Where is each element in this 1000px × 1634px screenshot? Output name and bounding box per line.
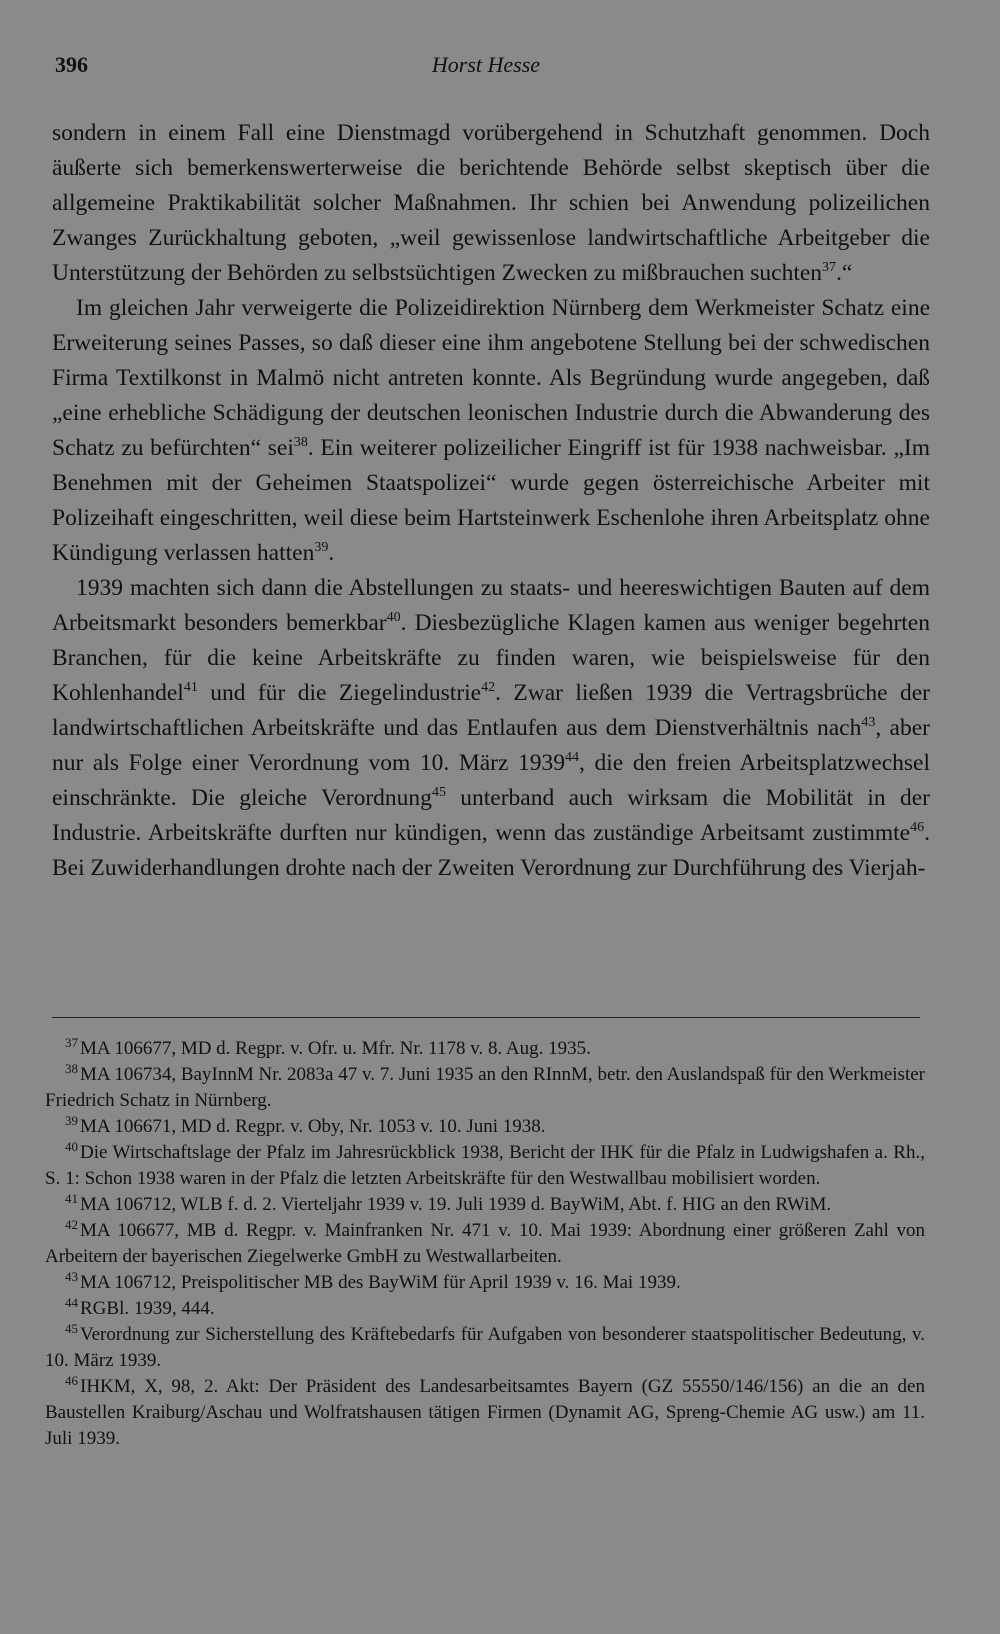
footnote-text: MA 106671, MD d. Regpr. v. Oby, Nr. 1053 v. 10. Juni 1938.	[80, 1116, 546, 1137]
footnote-reference[interactable]: 40	[386, 610, 401, 626]
footnote-number: 44	[65, 1294, 78, 1310]
text-segment: , aber nur als Folge einer Verordnung vom 10. März 1939	[52, 715, 930, 776]
text-segment: .“	[836, 260, 853, 286]
footnote-number: 40	[65, 1138, 78, 1154]
footnote-number: 45	[65, 1320, 78, 1336]
text-segment: .	[328, 540, 335, 566]
footnote-text: Verordnung zur Sicherstellung des Kräftebedarfs für Aufgaben von besonderer staatspolitischer Bedeutung, v. 10. März 1939.	[45, 1324, 925, 1371]
footnotes	[45, 1036, 925, 1452]
footnote-text: MA 106677, MB d. Regpr. v. Mainfranken Nr. 471 v. 10. Mai 1939: Abordnung einer größeren Zahl von Arbeitern der bayerischen Ziegelwerke GmbH zu Westwallarbeiten.	[45, 1220, 925, 1267]
running-title: Horst Hesse	[431, 52, 541, 77]
footnote-text: IHKM, X, 98, 2. Akt: Der Präsident des Landesarbeitsamtes Bayern (GZ 55550/146/156) an die an den Baustellen Kraiburg/Aschau und Wolfratshausen tätigen Firmen (Dynamit AG, Spreng-Chemie AG usw.) am 11. Juli 1939.	[45, 1376, 925, 1449]
page-number: 396	[55, 52, 88, 77]
footnote-reference[interactable]: 37	[822, 260, 837, 276]
body-text	[52, 116, 930, 886]
footnote-number: 46	[65, 1372, 78, 1388]
footnote	[45, 1296, 925, 1322]
footnote-number: 38	[65, 1060, 78, 1076]
text-segment: . Bei Zuwiderhandlungen drohte nach der Zweiten Verordnung zur Durchführung des Vierjah-	[52, 820, 930, 881]
body-paragraph	[52, 291, 930, 571]
running-head	[52, 46, 920, 82]
text-segment: sondern in einem Fall eine Dienstmagd vorübergehend in Schutzhaft genommen. Doch äußerte sich bemerkenswerterweise die berichtende Behörde selbst skeptisch über die allgemeine Praktikabilität solcher Maßnahmen. Ihr schien bei Anwendung polizeilichen Zwanges Zurückhaltung geboten, „weil gewissenlose landwirtschaftliche Arbeitgeber die Unterstützung der Behörden zu selbstsüchtigen Zwecken zu mißbrauchen suchten	[52, 120, 930, 286]
footnote-reference[interactable]: 39	[314, 540, 329, 556]
footnote	[45, 1114, 925, 1140]
text-segment: Im gleichen Jahr verweigerte die Polizeidirektion Nürnberg dem Werkmeister Schatz eine Erweiterung seines Passes, so daß dieser eine ihm angebotene Stellung bei der schwedischen Firma Textilkonst in Malmö nicht antreten konnte. Als Begründung wurde angegeben, daß „eine erhebliche Schädigung der deutschen leonischen Industrie durch die Abwanderung des Schatz zu befürchten“ sei	[52, 295, 930, 461]
footnote-text: Die Wirtschaftslage der Pfalz im Jahresrückblick 1938, Bericht der IHK für die Pfalz in Ludwigshafen a. Rh., S. 1: Schon 1938 waren in der Pfalz die letzten Arbeitskräfte für den Westwallbau mobilisiert worden.	[45, 1142, 925, 1189]
footnote-number: 37	[65, 1034, 78, 1050]
text-segment: . Diesbezügliche Klagen kamen aus weniger begehrten Branchen, für die keine Arbeitskräfte zu finden waren, wie beispielsweise für den Kohlenhandel	[52, 610, 930, 706]
footnote-number: 42	[65, 1216, 78, 1232]
body-paragraph	[52, 116, 930, 291]
footnote-separator	[52, 1017, 920, 1018]
footnote	[45, 1140, 925, 1192]
footnote-reference[interactable]: 46	[910, 820, 925, 836]
footnote	[45, 1322, 925, 1374]
footnote-text: MA 106734, BayInnM Nr. 2083a 47 v. 7. Juni 1935 an den RInnM, betr. den Auslandspaß für den Werkmeister Friedrich Schatz in Nürnberg.	[45, 1064, 925, 1111]
footnote-text: RGBl. 1939, 444.	[80, 1298, 215, 1319]
footnote-reference[interactable]: 42	[481, 680, 496, 696]
text-segment: . Ein weiterer polizeilicher Eingriff ist für 1938 nachweisbar. „Im Benehmen mit der Geheimen Staatspolizei“ wurde gegen österreichische Arbeiter mit Polizeihaft eingeschritten, weil diese beim Hartsteinwerk Eschenlohe ihren Arbeitsplatz ohne Kündigung verlassen hatten	[52, 435, 930, 566]
text-segment: . Zwar ließen 1939 die Vertragsbrüche der landwirtschaftlichen Arbeitskräfte und das Entlaufen aus dem Dienstverhältnis nach	[52, 680, 930, 741]
text-segment: , die den freien Arbeitsplatzwechsel einschränkte. Die gleiche Verordnung	[52, 750, 930, 811]
footnote-text: MA 106712, WLB f. d. 2. Vierteljahr 1939 v. 19. Juli 1939 d. BayWiM, Abt. f. HIG an den RWiM.	[80, 1194, 832, 1215]
footnote-reference[interactable]: 44	[565, 750, 580, 766]
footnote	[45, 1062, 925, 1114]
footnote-text: MA 106712, Preispolitischer MB des BayWiM für April 1939 v. 16. Mai 1939.	[80, 1272, 681, 1293]
body-paragraph	[52, 571, 930, 886]
footnote	[45, 1270, 925, 1296]
text-segment: und für die Ziegelindustrie	[197, 680, 482, 706]
text-segment: unterband auch wirksam die Mobilität in der Industrie. Arbeitskräfte durften nur kündigen, wenn das zuständige Arbeitsamt zustimmte	[52, 785, 930, 846]
footnote	[45, 1374, 925, 1452]
footnote-text: MA 106677, MD d. Regpr. v. Ofr. u. Mfr. Nr. 1178 v. 8. Aug. 1935.	[80, 1038, 591, 1059]
footnote-number: 41	[65, 1190, 78, 1206]
footnote	[45, 1192, 925, 1218]
footnote	[45, 1036, 925, 1062]
text-segment: 1939 machten sich dann die Abstellungen zu staats- und heereswichtigen Bauten auf dem Arbeitsmarkt besonders bemerkbar	[52, 575, 930, 636]
footnote	[45, 1218, 925, 1270]
footnote-number: 39	[65, 1112, 78, 1128]
footnote-reference[interactable]: 38	[293, 435, 308, 451]
footnote-reference[interactable]: 43	[861, 715, 876, 731]
footnote-reference[interactable]: 41	[183, 680, 198, 696]
footnote-reference[interactable]: 45	[431, 785, 446, 801]
footnote-number: 43	[65, 1268, 78, 1284]
